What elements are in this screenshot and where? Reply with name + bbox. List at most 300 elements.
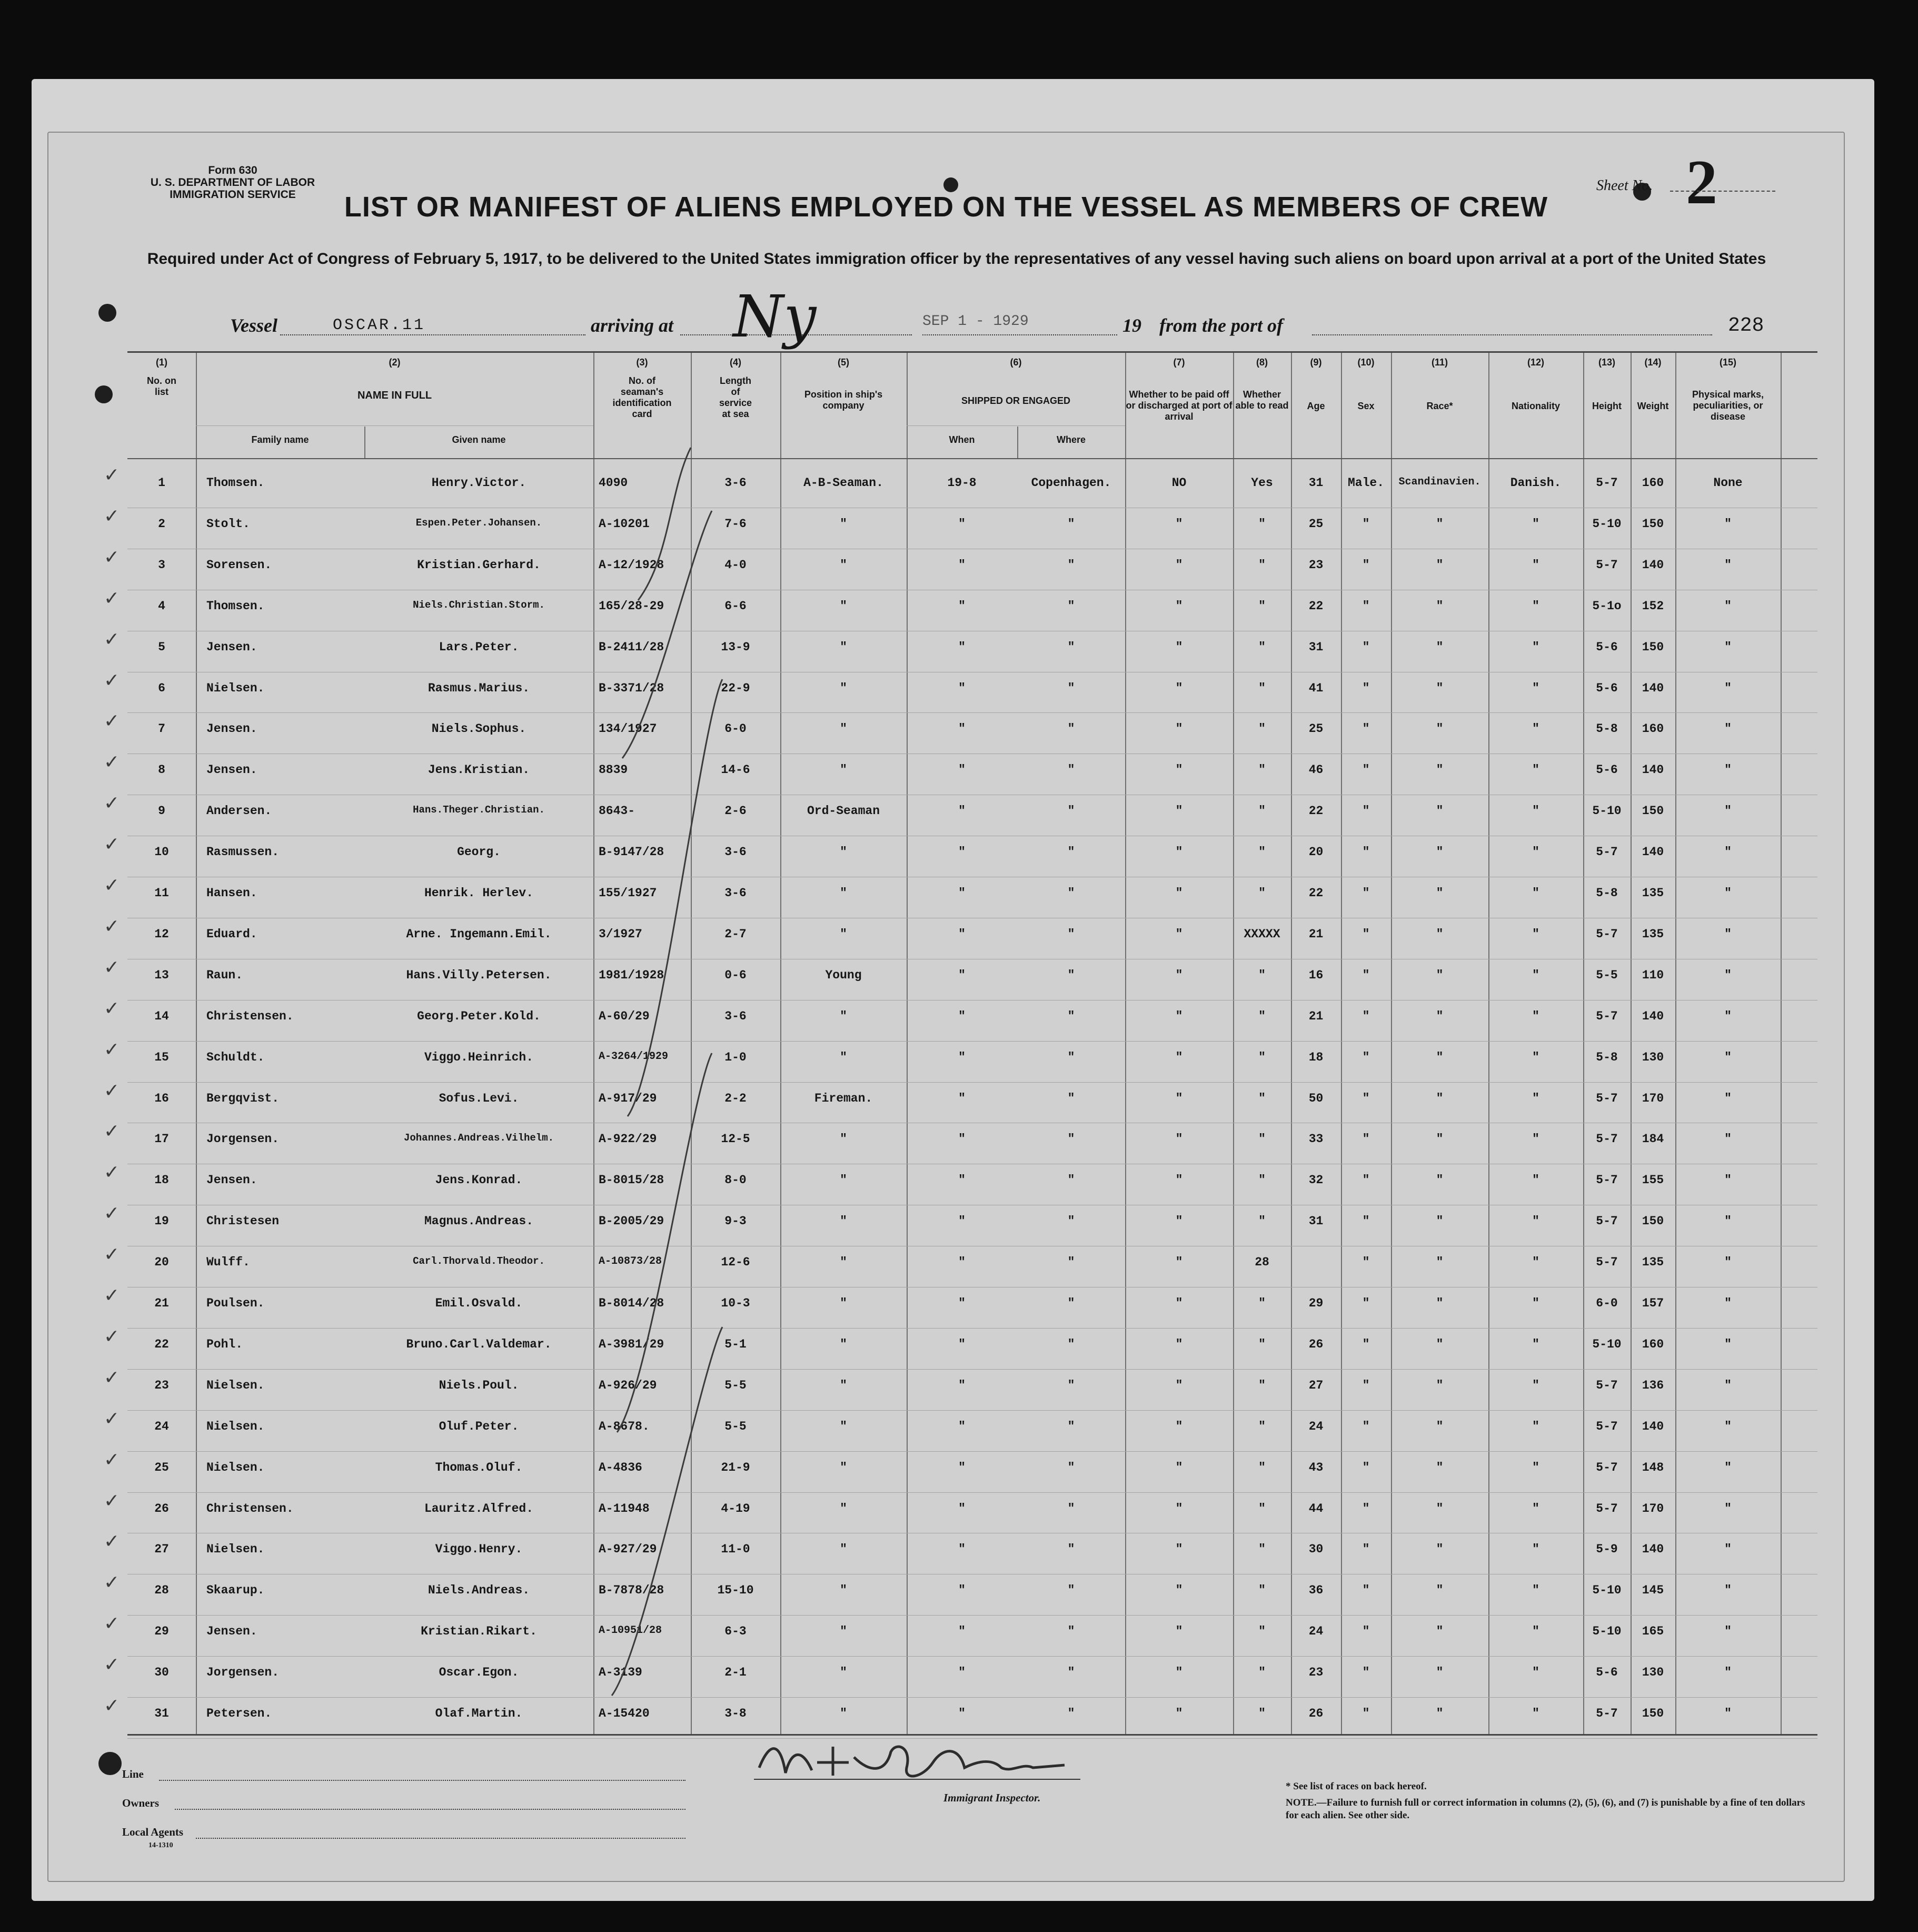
vessel-label: Vessel	[230, 315, 277, 336]
sex: "	[1362, 1214, 1370, 1228]
col-13-header	[1583, 357, 1631, 412]
check-mark-icon: ✓	[104, 1203, 120, 1225]
sex: "	[1362, 845, 1370, 859]
col-number: (10)	[1357, 357, 1375, 368]
shipped-where: "	[1067, 1296, 1075, 1310]
given-name: Olaf.Martin.	[435, 1707, 523, 1720]
family-name: Eduard.	[206, 927, 257, 941]
able-to-read: "	[1258, 1460, 1266, 1474]
ship-position: Ord-Seaman	[807, 804, 880, 818]
col-label: Position in ship's company	[804, 389, 883, 411]
check-mark-icon: ✓	[104, 505, 120, 527]
row-number: 16	[154, 1091, 169, 1105]
card-number: B-8015/28	[599, 1173, 664, 1187]
shipped-where: "	[1067, 1419, 1075, 1433]
row-line	[127, 1451, 1817, 1452]
punch-hole-icon	[95, 385, 113, 403]
row-number: 15	[154, 1050, 169, 1064]
paid-off: "	[1175, 886, 1183, 900]
ship-position: Young	[825, 968, 862, 982]
sex: "	[1362, 1501, 1370, 1515]
pen-stroke-marks	[591, 432, 770, 1738]
physical-marks: "	[1724, 1666, 1732, 1680]
shipped-when: "	[958, 681, 966, 695]
given-name: Kristian.Gerhard.	[417, 558, 541, 572]
given-name: Carl.Thorvald.Theodor.	[413, 1255, 545, 1267]
able-to-read: "	[1258, 722, 1266, 736]
ship-position: "	[840, 1132, 847, 1146]
race: "	[1436, 1255, 1444, 1270]
weight: 130	[1642, 1050, 1664, 1064]
col-8-header	[1233, 357, 1291, 411]
ship-position: "	[840, 1542, 847, 1557]
ship-position: A-B-Seaman.	[803, 476, 883, 490]
race: "	[1436, 1009, 1444, 1023]
check-mark-icon: ✓	[104, 1695, 120, 1717]
race: "	[1436, 1501, 1444, 1515]
shipped-where: "	[1067, 927, 1075, 941]
service-length: 6-0	[724, 722, 747, 736]
weight: 160	[1642, 722, 1664, 736]
age: 20	[1308, 845, 1324, 859]
physical-marks: "	[1724, 1460, 1732, 1474]
line-dotline	[159, 1780, 685, 1781]
card-number: A-3981/29	[599, 1337, 664, 1351]
shipped-where: "	[1067, 1009, 1075, 1023]
height: 5-6	[1596, 681, 1618, 695]
row-number: 21	[154, 1296, 169, 1310]
card-number: 4090	[599, 476, 628, 490]
sex: "	[1362, 1666, 1370, 1680]
nationality: "	[1532, 1707, 1539, 1720]
arriving-port: Ny	[733, 283, 817, 350]
paid-off: "	[1175, 845, 1183, 859]
row-number: 12	[154, 927, 169, 941]
check-mark-icon: ✓	[104, 710, 120, 732]
sex: "	[1362, 1009, 1370, 1023]
shipped-where: "	[1067, 1337, 1075, 1351]
col-number: (9)	[1310, 357, 1322, 368]
paid-off: "	[1175, 968, 1183, 982]
shipped-where: "	[1067, 640, 1075, 654]
col-label: NAME IN FULL	[357, 390, 432, 401]
height: 5-10	[1592, 1583, 1622, 1598]
nationality: "	[1532, 1050, 1539, 1064]
shipped-when: "	[958, 1296, 966, 1310]
height: 5-7	[1596, 1419, 1618, 1433]
family-name: Skaarup.	[206, 1583, 265, 1598]
race: "	[1436, 1624, 1444, 1639]
age: 22	[1308, 599, 1324, 613]
check-mark-icon: ✓	[104, 751, 120, 774]
able-to-read: "	[1258, 1009, 1266, 1023]
header-bottom-line	[127, 458, 1817, 459]
weight: 155	[1642, 1173, 1664, 1187]
paid-off: "	[1175, 1337, 1183, 1351]
shipped-when: "	[958, 886, 966, 900]
inspector-label: Immigrant Inspector.	[943, 1791, 1041, 1804]
race: "	[1436, 845, 1444, 859]
able-to-read: "	[1258, 1050, 1266, 1064]
row-number: 14	[154, 1009, 169, 1023]
sex: "	[1362, 640, 1370, 654]
paid-off: "	[1175, 1009, 1183, 1023]
physical-marks: "	[1724, 927, 1732, 941]
age: 25	[1308, 517, 1324, 531]
height: 5-10	[1592, 1337, 1622, 1351]
card-number: B-2005/29	[599, 1214, 664, 1228]
nationality: "	[1532, 722, 1539, 736]
check-mark-icon: ✓	[104, 1162, 120, 1184]
shipped-where: "	[1067, 968, 1075, 982]
shipped-when: "	[958, 763, 966, 777]
paid-off: "	[1175, 517, 1183, 531]
check-mark-icon: ✓	[104, 915, 120, 937]
able-to-read: "	[1258, 1542, 1266, 1557]
able-to-read: "	[1258, 1337, 1266, 1351]
sex: "	[1362, 1707, 1370, 1720]
col-4-header	[691, 357, 780, 420]
card-number: B-8014/28	[599, 1296, 664, 1310]
race: "	[1436, 1050, 1444, 1064]
row-number: 18	[154, 1173, 169, 1187]
card-number: A-922/29	[599, 1132, 657, 1146]
able-to-read: "	[1258, 599, 1266, 613]
row-line	[127, 1082, 1817, 1083]
able-to-read: "	[1258, 1707, 1266, 1720]
year-prefix: 19	[1122, 315, 1141, 336]
nationality: "	[1532, 968, 1539, 982]
card-number: A-10201	[599, 517, 650, 531]
check-mark-icon: ✓	[104, 1572, 120, 1594]
able-to-read: Yes	[1251, 476, 1273, 490]
family-name: Poulsen.	[206, 1296, 265, 1310]
col-number: (6)	[1010, 357, 1022, 368]
sex: "	[1362, 1255, 1370, 1270]
row-line	[127, 1656, 1817, 1657]
row-number: 13	[154, 968, 169, 982]
given-name: Emil.Osvald.	[435, 1296, 523, 1310]
weight: 160	[1642, 1337, 1664, 1351]
able-to-read: "	[1258, 886, 1266, 900]
service-length: 2-2	[724, 1091, 747, 1105]
sex: "	[1362, 517, 1370, 531]
sex: "	[1362, 1296, 1370, 1310]
family-name: Pohl.	[206, 1337, 243, 1351]
col-number: (2)	[389, 357, 401, 368]
height: 5-10	[1592, 517, 1622, 531]
weight: 150	[1642, 517, 1664, 531]
check-mark-icon: ✓	[104, 834, 120, 856]
height: 5-10	[1592, 1624, 1622, 1639]
row-line	[127, 1041, 1817, 1042]
shipped-where: "	[1067, 1214, 1075, 1228]
row-number: 19	[154, 1214, 169, 1228]
nationality: "	[1532, 1009, 1539, 1023]
family-name: Sorensen.	[206, 558, 272, 572]
family-name: Jensen.	[206, 763, 257, 777]
family-name: Jensen.	[206, 722, 257, 736]
paid-off: "	[1175, 1624, 1183, 1639]
paid-off: "	[1175, 1419, 1183, 1433]
physical-marks: "	[1724, 886, 1732, 900]
paid-off: NO	[1171, 476, 1187, 490]
service-length: 2-7	[724, 927, 747, 941]
shipped-when: "	[958, 1542, 966, 1557]
shipped-where: "	[1067, 804, 1075, 818]
age: 21	[1308, 1009, 1324, 1023]
pen-stroke	[628, 679, 722, 1116]
col-number: (4)	[730, 357, 741, 368]
shipped-where: "	[1067, 1132, 1075, 1146]
family-name: Nielsen.	[206, 1542, 265, 1557]
physical-marks: "	[1724, 1378, 1732, 1392]
physical-marks: "	[1724, 1173, 1732, 1187]
shipped-when: "	[958, 1583, 966, 1598]
age: 41	[1308, 681, 1324, 695]
shipped-where: "	[1067, 886, 1075, 900]
height: 5-7	[1596, 1132, 1618, 1146]
weight: 148	[1642, 1460, 1664, 1474]
requirement-text: Required under Act of Congress of February 5, 1917, to be delivered to the United States immigration officer by the representatives of any vessel having such aliens on board upon arrival at a port of the United States	[147, 250, 1766, 267]
weight: 157	[1642, 1296, 1664, 1310]
ship-position: "	[840, 1173, 847, 1187]
given-name: Espen.Peter.Johansen.	[415, 517, 542, 529]
able-to-read: "	[1258, 517, 1266, 531]
penalty-note: NOTE.—Failure to furnish full or correct information in columns (2), (5), (6), and (7) is punishable by a fine of ten dollars for each alien. See other side.	[1286, 1797, 1805, 1821]
shipped-when: "	[958, 722, 966, 736]
paid-off: "	[1175, 681, 1183, 695]
service-length: 6-6	[724, 599, 747, 613]
col-number: (14)	[1644, 357, 1662, 368]
race: "	[1436, 804, 1444, 818]
service-length: 11-0	[721, 1542, 750, 1557]
weight: 130	[1642, 1666, 1664, 1680]
paid-off: "	[1175, 1214, 1183, 1228]
age: 46	[1308, 763, 1324, 777]
age: 33	[1308, 1132, 1324, 1146]
family-name: Raun.	[206, 968, 243, 982]
height: 5-8	[1596, 1050, 1618, 1064]
row-number: 30	[154, 1666, 169, 1680]
pen-stroke	[638, 448, 691, 600]
sex: "	[1362, 1583, 1370, 1598]
col-number: (12)	[1527, 357, 1544, 368]
pen-stroke	[612, 1327, 722, 1696]
age: 44	[1308, 1501, 1324, 1515]
paid-off: "	[1175, 558, 1183, 572]
height: 5-6	[1596, 640, 1618, 654]
physical-marks: "	[1724, 517, 1732, 531]
col-6-header	[907, 357, 1125, 407]
paid-off: "	[1175, 1460, 1183, 1474]
shipped-when: "	[958, 1460, 966, 1474]
family-name: Jensen.	[206, 640, 257, 654]
ship-position: "	[840, 1624, 847, 1639]
shipped-when: "	[958, 599, 966, 613]
race: "	[1436, 1091, 1444, 1105]
age: 31	[1308, 640, 1324, 654]
card-number: 1981/1928	[599, 968, 664, 982]
age: 18	[1308, 1050, 1324, 1064]
physical-marks: "	[1724, 1419, 1732, 1433]
able-to-read: "	[1258, 968, 1266, 982]
age: 26	[1308, 1337, 1324, 1351]
age: 31	[1308, 1214, 1324, 1228]
ship-position: "	[840, 927, 847, 941]
shipped-where: "	[1067, 1624, 1075, 1639]
age: 21	[1308, 927, 1324, 941]
weight: 150	[1642, 1214, 1664, 1228]
col-number: (11)	[1431, 357, 1448, 368]
service-length: 13-9	[721, 640, 750, 654]
check-mark-icon: ✓	[104, 875, 120, 896]
service-length: 5-1	[724, 1337, 747, 1351]
family-name: Nielsen.	[206, 1378, 265, 1392]
given-name: Niels.Christian.Storm.	[413, 599, 545, 611]
given-name: Lauritz.Alfred.	[424, 1501, 534, 1515]
weight: 140	[1642, 558, 1664, 572]
height: 5-7	[1596, 1091, 1618, 1105]
age: 24	[1308, 1624, 1324, 1639]
owners-dotline	[175, 1809, 685, 1810]
service-length: 3-6	[724, 845, 747, 859]
shipped-when: "	[958, 1214, 966, 1228]
ship-position: "	[840, 1419, 847, 1433]
shipped-where: "	[1067, 1707, 1075, 1720]
row-number: 29	[154, 1624, 169, 1639]
row-number: 1	[158, 476, 165, 490]
row-number: 6	[158, 681, 165, 695]
able-to-read: "	[1258, 1214, 1266, 1228]
shipped-when: "	[958, 1173, 966, 1187]
weight: 150	[1642, 804, 1664, 818]
paid-off: "	[1175, 1501, 1183, 1515]
family-name: Andersen.	[206, 804, 272, 818]
nationality: "	[1532, 1132, 1539, 1146]
col-label: Sex	[1357, 401, 1375, 411]
service-length: 7-6	[724, 517, 747, 531]
sex: "	[1362, 1419, 1370, 1433]
shipped-when: "	[958, 517, 966, 531]
nationality: "	[1532, 1091, 1539, 1105]
family-name: Jensen.	[206, 1624, 257, 1639]
age: 27	[1308, 1378, 1324, 1392]
family-name: Christesen	[206, 1214, 280, 1228]
sex: "	[1362, 1091, 1370, 1105]
row-line	[127, 1492, 1817, 1493]
col-number: (1)	[156, 357, 167, 368]
race: "	[1436, 599, 1444, 613]
service-length: 2-6	[724, 804, 747, 818]
inspector-signature	[749, 1731, 1086, 1789]
able-to-read: "	[1258, 1091, 1266, 1105]
weight: 135	[1642, 1255, 1664, 1270]
card-number: A-10951/28	[599, 1624, 662, 1637]
race: "	[1436, 763, 1444, 777]
shipped-when: "	[958, 558, 966, 572]
row-number: 3	[158, 558, 165, 572]
col-7-header	[1125, 357, 1233, 422]
weight: 140	[1642, 681, 1664, 695]
agents-dotline	[196, 1838, 685, 1839]
family-name-header: Family name	[251, 434, 309, 445]
race: "	[1436, 1460, 1444, 1474]
nationality: "	[1532, 1255, 1539, 1270]
height: 5-8	[1596, 722, 1618, 736]
height: 5-9	[1596, 1542, 1618, 1557]
vessel-name: OSCAR.11	[333, 316, 426, 334]
ship-position: "	[840, 1501, 847, 1515]
col-label: Age	[1307, 401, 1325, 411]
sex: "	[1362, 927, 1370, 941]
col-label: Physical marks, peculiarities, or disease	[1692, 389, 1764, 422]
height: 5-7	[1596, 1255, 1618, 1270]
weight: 135	[1642, 927, 1664, 941]
ship-position: "	[840, 517, 847, 531]
sex: Male.	[1347, 476, 1384, 490]
service-length: 22-9	[721, 681, 750, 695]
sex: "	[1362, 886, 1370, 900]
nationality: "	[1532, 1460, 1539, 1474]
sex: "	[1362, 1173, 1370, 1187]
physical-marks: "	[1724, 1214, 1732, 1228]
sex: "	[1362, 1460, 1370, 1474]
family-name: Stolt.	[206, 517, 250, 531]
shipped-where: "	[1067, 1501, 1075, 1515]
row-number: 10	[154, 845, 169, 859]
from-port-label: from the port of	[1159, 315, 1284, 336]
races-note: * See list of races on back hereof.	[1286, 1781, 1427, 1792]
age: 43	[1308, 1460, 1324, 1474]
check-mark-icon: ✓	[104, 1038, 120, 1061]
ship-position: "	[840, 1460, 847, 1474]
service-length: 2-1	[724, 1666, 747, 1680]
card-number: 3/1927	[599, 927, 642, 941]
family-name: Christensen.	[206, 1009, 294, 1023]
shipped-when: "	[958, 1707, 966, 1720]
given-name: Bruno.Carl.Valdemar.	[406, 1337, 552, 1351]
card-number: A-60/29	[599, 1009, 650, 1023]
physical-marks: "	[1724, 1542, 1732, 1557]
sex: "	[1362, 1542, 1370, 1557]
ship-position: Fireman.	[814, 1091, 873, 1105]
col-label: SHIPPED OR ENGAGED	[961, 395, 1071, 406]
check-mark-icon: ✓	[104, 669, 120, 691]
shipped-when: "	[958, 1419, 966, 1433]
manifest-sheet	[47, 132, 1845, 1882]
paid-off: "	[1175, 1378, 1183, 1392]
service-length: 4-0	[724, 558, 747, 572]
given-name: Viggo.Heinrich.	[424, 1050, 534, 1064]
card-number: A-10873/28	[599, 1255, 662, 1268]
col-2-header	[196, 357, 593, 401]
sex: "	[1362, 599, 1370, 613]
ship-position: "	[840, 1255, 847, 1270]
race: "	[1436, 558, 1444, 572]
height: 5-7	[1596, 558, 1618, 572]
row-number: 24	[154, 1419, 169, 1433]
physical-marks: "	[1724, 1132, 1732, 1146]
weight: 160	[1642, 476, 1664, 490]
column-divider	[196, 353, 197, 1734]
card-number: 8643-	[599, 804, 635, 818]
card-number: A-15420	[599, 1707, 650, 1720]
weight: 150	[1642, 640, 1664, 654]
row-number: 25	[154, 1460, 169, 1474]
ship-position: "	[840, 845, 847, 859]
row-number: 17	[154, 1132, 169, 1146]
